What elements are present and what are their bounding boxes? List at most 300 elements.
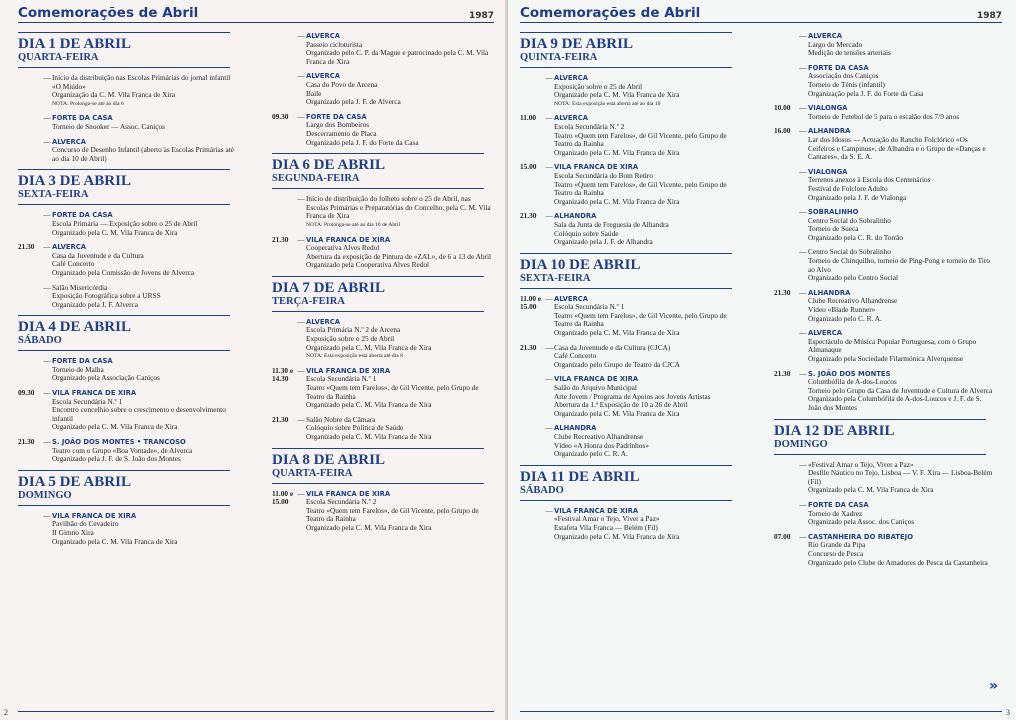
event-body <box>808 127 996 161</box>
event-entry <box>272 367 494 410</box>
event-entry <box>774 289 996 323</box>
event-line: Escola Primária N.º 2 de Arcena <box>306 325 401 335</box>
event-entry <box>272 318 494 361</box>
event-time <box>18 74 42 108</box>
event-entry <box>774 533 996 567</box>
day-title: DIA 9 DE ABRIL <box>520 36 633 52</box>
event-line: Torneio de Xadrez <box>808 508 863 518</box>
event-body <box>52 438 240 464</box>
event-dash: — <box>43 510 51 520</box>
event-time: 21.30 <box>18 437 35 447</box>
event-time: 11.00 e 15.00 <box>520 293 542 312</box>
event-time <box>18 211 42 237</box>
event-line: Organizado pela Assoc. dos Caniços <box>808 517 915 527</box>
event-place: FORTE DA CASA <box>808 63 869 72</box>
event-place: ALVERCA <box>306 32 341 40</box>
event-dash: — <box>297 111 305 121</box>
event-line: Organização da C. M. Vila Franca de Xira <box>52 90 176 100</box>
event-body <box>52 74 240 108</box>
event-dash: — <box>545 73 553 82</box>
event-time: 11.00 <box>520 113 537 123</box>
event-place: VILA FRANCA DE XIRA <box>306 366 391 375</box>
event-entry <box>272 490 494 533</box>
event-body <box>808 329 996 363</box>
event-time <box>774 208 798 242</box>
next-page-arrows-icon: » <box>988 678 998 694</box>
schedule-column <box>272 26 494 537</box>
event-line: Organizado pela C. M. Vila Franca de Xira <box>808 485 934 495</box>
event-line: Casa da Juventude e da Cultura <box>52 250 144 260</box>
day-top-rule <box>520 253 732 254</box>
event-body <box>808 289 996 323</box>
event-entry <box>520 114 742 157</box>
event-body <box>52 211 240 237</box>
event-line: Organizado pela C. M. Vila Franca de Xira <box>52 422 178 432</box>
event-line: Baile <box>306 88 322 98</box>
event-dash: — <box>799 31 807 40</box>
event-line: Largo do Mercado <box>808 39 863 49</box>
event-line: Exposição Fotográfica sobre a URSS <box>52 291 161 301</box>
event-body <box>808 461 996 495</box>
day-section <box>18 169 240 309</box>
event-dash: — <box>43 437 51 447</box>
event-entry <box>774 248 996 282</box>
event-line: Sala da Junta de Freguesia de Alhandra <box>554 219 669 229</box>
event-entry <box>774 168 996 202</box>
event-line: Salão do Arquivo Municipal <box>554 383 637 393</box>
day-section <box>520 465 742 541</box>
event-dash: — <box>545 211 553 221</box>
event-entry <box>520 375 742 418</box>
event-body <box>52 512 240 546</box>
day-section <box>272 32 494 147</box>
event-line: Cooperativa Alves Redol <box>306 243 380 253</box>
page-number: 3 <box>1006 708 1010 717</box>
event-dash: — <box>799 247 807 257</box>
event-entry <box>774 32 996 58</box>
event-line: Organização pela J. F. do Forte da Casa <box>808 88 924 98</box>
event-place: VILA FRANCA DE XIRA <box>554 506 639 515</box>
event-place: ALHANDRA <box>808 288 851 297</box>
event-line: Organizado pela C. M. Vila Franca de Xira <box>554 328 680 338</box>
event-line: Organizado pela J. F. de Alverca <box>306 97 401 107</box>
event-body <box>306 113 494 147</box>
day-weekday: QUARTA-FEIRA <box>18 52 230 68</box>
right-page <box>508 0 1016 720</box>
event-line: Exposição sobre o 25 de Abril <box>306 334 395 344</box>
event-body <box>306 32 494 66</box>
event-body <box>52 138 240 164</box>
day-section <box>18 470 240 546</box>
event-place: S. JOÃO DOS MONTES • TRANCOSO <box>52 438 186 447</box>
event-entry <box>774 208 996 242</box>
event-line: Teatro «Quem tem Farelos», de Gil Vicente, pelo Grupo de Teatro da Rainha <box>554 310 727 329</box>
event-line: Organizado pela C. M. Vila Franca de Xira <box>52 536 178 546</box>
event-dash: — <box>799 531 807 541</box>
event-time <box>774 248 798 282</box>
event-line: Associação dos Caniços <box>808 71 879 81</box>
event-place: VILA FRANCA DE XIRA <box>52 389 137 398</box>
event-line: Teatro «Quem tem Farelos», de Gil Vicente, pelo Grupo de Teatro da Rainha <box>306 505 479 524</box>
day-weekday: DOMINGO <box>774 439 986 455</box>
event-line: Teatro «Quem tem Farelos», de Gil Vicente, pelo Grupo de Teatro da Rainha <box>306 383 479 401</box>
event-dash: — <box>799 126 807 136</box>
event-line: Organizado pelo Clube de Amadores de Pesca da Castanheira <box>808 557 988 567</box>
event-dash: — <box>297 365 305 375</box>
day-section <box>272 153 494 270</box>
event-dash: — <box>799 499 807 509</box>
event-time: 09.30 <box>18 388 35 398</box>
event-body <box>554 114 742 157</box>
event-time: 09.30 <box>272 111 289 121</box>
day-weekday: DOMINGO <box>18 490 230 506</box>
event-line: Abertura da exposição de Pintura de «ZAL», de 6 a 13 de Abril <box>306 251 492 261</box>
event-line: Clube Recreativo Alhandrense <box>808 296 898 306</box>
event-place: ALVERCA <box>554 294 589 303</box>
day-section <box>18 32 240 163</box>
event-line: Organizado pela Cooperativa Alves Redol <box>306 260 430 270</box>
event-line: Organizado pela Associação Caniços <box>52 373 160 383</box>
event-line: Organizado pela C. M. Vila Franca de Xira <box>554 408 680 418</box>
day-top-rule <box>272 448 484 449</box>
event-dash: — <box>799 207 807 217</box>
schedule-column <box>520 26 742 545</box>
event-line: Teatro com o Grupo «Boa Vontade», de Alverca <box>52 445 193 455</box>
page-header-title: Comemorações de Abril <box>18 5 199 21</box>
event-line: Medição de tensões arteriais <box>808 48 891 58</box>
day-top-rule <box>18 315 230 316</box>
event-place: ALVERCA <box>554 114 589 123</box>
page-header <box>18 4 494 23</box>
page-header <box>520 4 1002 23</box>
day-title: DIA 6 DE ABRIL <box>272 157 385 174</box>
event-dash: — <box>43 136 51 146</box>
event-line: Organizado pela C. M. Vila Franca de Xira <box>554 147 680 157</box>
event-note: NOTA: Prolonga-se até ao dia 6 <box>52 100 124 107</box>
event-line: Organizado pela Comissão de Jovens de Alverca <box>52 267 195 277</box>
day-section <box>520 32 742 247</box>
event-dash: — <box>545 342 553 352</box>
event-line: Torneio de Futebol de 5 para o escalão dos 7/9 anos <box>808 111 960 121</box>
day-title: DIA 11 DE ABRIL <box>520 468 640 485</box>
event-line: Largo dos Bombeiros <box>306 120 370 130</box>
event-line: Organizado pelo Centro Social <box>808 273 899 283</box>
day-section <box>520 253 742 459</box>
event-line: Columbófila de A-dos-Loucos <box>808 377 897 387</box>
event-dash: — <box>297 31 305 40</box>
event-line: Arte Jovem / Programa de Apoios aos Jovens Artistas <box>554 391 711 401</box>
event-line: Organizado pela C. M. Vila Franca de Xira <box>554 531 680 541</box>
event-place: ALVERCA <box>808 32 843 40</box>
event-dash: — <box>43 73 51 82</box>
event-line: Clube Recreativo Alhandrense <box>554 432 644 441</box>
event-line: Organizado pela C. M. Vila Franca de Xira <box>554 90 680 100</box>
event-dash: — <box>43 113 51 123</box>
event-body <box>554 375 742 418</box>
event-line: Abertura da 1.ª Exposição de 10 a 26 de Abril <box>554 400 688 410</box>
event-entry <box>774 329 996 363</box>
event-body <box>554 212 742 246</box>
event-dash: — <box>297 71 305 81</box>
event-time <box>18 114 42 131</box>
event-place: SOBRALINHO <box>808 208 859 217</box>
event-body <box>554 163 742 206</box>
event-body <box>306 416 494 442</box>
event-entry <box>18 211 240 237</box>
event-dash: — <box>545 423 553 433</box>
day-section <box>774 419 996 568</box>
event-entry <box>18 138 240 164</box>
event-line: Início da distribuição nas Escolas Primárias do jornal infantil «O Miúdo» <box>52 73 231 91</box>
event-line: Torneio de Malha <box>52 364 104 374</box>
event-dash: — <box>43 210 51 220</box>
event-time: 21.30 <box>18 242 35 252</box>
event-time <box>520 507 544 541</box>
event-line: Organizado pela C. M. Vila Franca de Xira <box>554 196 680 206</box>
event-entry <box>520 163 742 206</box>
event-line: Escola Secundária do Bom Retiro <box>554 170 653 180</box>
event-line: Torneio de Snooker — Assoc. Caniços <box>52 121 165 131</box>
event-dash: — <box>545 505 553 515</box>
event-line: Escola Secundária N.º 1 <box>306 374 377 384</box>
event-entry <box>18 114 240 131</box>
event-body <box>554 74 742 108</box>
event-entry <box>774 127 996 161</box>
event-line: Casa do Povo de Arcena <box>306 79 378 89</box>
event-body <box>554 295 742 338</box>
event-time <box>18 357 42 383</box>
event-line: Casa da Juventude e da Cultura (CJCA) <box>554 342 671 352</box>
event-body <box>306 72 494 106</box>
event-time <box>774 501 798 527</box>
event-entry <box>774 501 996 527</box>
event-body <box>554 507 742 541</box>
event-note: NOTA: Esta exposição está aberta até dia 8 <box>306 353 403 360</box>
event-dash: — <box>545 374 553 384</box>
event-dash: — <box>297 194 305 204</box>
event-body <box>306 367 494 410</box>
event-line: Organizado pela J. F. do Forte da Casa <box>306 137 419 147</box>
event-time <box>774 461 798 495</box>
event-line: Salão Misericórdia <box>52 282 108 292</box>
event-time: 21.30 <box>520 342 537 352</box>
event-place: FORTE DA CASA <box>52 211 113 220</box>
event-dash: — <box>297 234 305 244</box>
event-body <box>306 236 494 270</box>
event-entry <box>774 370 996 413</box>
day-weekday: SEXTA-FEIRA <box>18 189 230 205</box>
day-weekday: SEGUNDA-FEIRA <box>272 173 484 189</box>
event-body <box>808 64 996 98</box>
event-entry <box>18 74 240 108</box>
event-body <box>52 284 240 310</box>
event-entry <box>520 344 742 370</box>
event-place: ALVERCA <box>306 317 341 326</box>
event-line: Organizado pela J. F. de S. João dos Montes <box>52 454 181 464</box>
event-line: Café Concerto <box>554 351 597 361</box>
event-body <box>554 344 742 370</box>
event-time: 15.00 <box>520 162 537 172</box>
event-line: Organizado pelo C. R. A. <box>554 449 628 459</box>
event-time <box>272 195 296 229</box>
day-title: DIA 7 DE ABRIL <box>272 279 385 296</box>
day-title: DIA 5 DE ABRIL <box>18 473 131 490</box>
event-time <box>774 64 798 98</box>
footer-rule <box>18 711 494 712</box>
event-time <box>18 512 42 546</box>
event-line: Salão Nobre da Câmara <box>306 414 376 424</box>
day-top-rule <box>520 465 732 466</box>
event-line: II Gimno Xira <box>52 528 94 537</box>
event-place: ALHANDRA <box>554 212 597 221</box>
day-top-rule <box>18 32 230 33</box>
event-body <box>52 389 240 432</box>
event-line: Escola Secundária N.º 1 <box>554 302 625 312</box>
event-place: FORTE DA CASA <box>306 112 367 121</box>
event-line: Organizado pela J. F. de Alhandra <box>554 237 653 247</box>
event-body <box>808 104 996 121</box>
event-note: NOTA: Prolonga-se até ao dia 10 de Abril <box>306 221 401 228</box>
day-weekday: SEXTA-FEIRA <box>520 273 732 289</box>
event-line: Escola Secundária N.º 2 <box>554 121 625 131</box>
event-time: 21.30 <box>774 287 791 297</box>
event-time <box>272 32 296 66</box>
event-dash: — <box>297 316 305 326</box>
event-place: VILA FRANCA DE XIRA <box>52 511 137 520</box>
event-place: CASTANHEIRA DO RIBATEJO <box>808 532 913 541</box>
event-line: Início de distribuição do folheto sobre o 25 de Abril, nas Escolas Primárias e Preparatórias do Concelho, pela C. M. Vila Franca de Xira <box>306 194 491 221</box>
event-time <box>774 329 798 363</box>
event-time: 16.00 <box>774 126 791 136</box>
event-time <box>272 72 296 106</box>
event-time: 21.30 <box>272 234 289 244</box>
event-body <box>52 357 240 383</box>
event-line: Teatro «Quem tem Farelos», de Gil Vicente, pelo Grupo de Teatro da Rainha <box>554 130 727 149</box>
day-weekday: QUARTA-FEIRA <box>272 468 484 484</box>
event-line: «Festival Amar o Tejo, Viver a Paz» <box>808 459 914 469</box>
day-title: DIA 10 DE ABRIL <box>520 256 641 273</box>
event-line: Organizado pela C. M. Vila Franca de Xira <box>306 342 432 352</box>
event-dash: — <box>799 103 807 113</box>
event-dash: — <box>43 242 51 252</box>
event-dash: — <box>799 368 807 378</box>
event-line: Torneio de Sueca <box>808 224 859 234</box>
event-time <box>18 284 42 310</box>
event-entry <box>18 357 240 383</box>
event-body <box>808 501 996 527</box>
event-line: Organizado pela C. M. Vila Franca de Xira <box>52 227 178 237</box>
event-line: Concurso de Pesca <box>808 548 864 558</box>
event-place: ALVERCA <box>306 72 341 81</box>
event-time <box>520 375 544 418</box>
event-entry <box>520 74 742 108</box>
event-place: ALHANDRA <box>554 424 597 433</box>
page-number: 2 <box>4 708 8 717</box>
event-place: VILA FRANCA DE XIRA <box>306 235 391 244</box>
event-line: Organizado pelo C. P. da Mague e patrocinado pela C. M. Vila Franca de Xira <box>306 48 489 66</box>
day-top-rule <box>272 153 484 154</box>
event-line: Torneio de Ténis (infantil) <box>808 79 885 89</box>
event-line: Pavilhão do Cevadeiro <box>52 519 119 529</box>
event-time <box>272 318 296 361</box>
event-dash: — <box>799 328 807 338</box>
event-place: VILA FRANCA DE XIRA <box>554 375 639 384</box>
event-line: Desfile Náutico no Tejo. Lisboa — V. F. Xira — Lisboa-Belém (Fil) <box>808 468 993 486</box>
event-body <box>52 114 240 131</box>
event-time: 11.00 e 15.00 <box>272 488 294 507</box>
event-line: Vídeo «A Honra dos Padrinhos» <box>554 440 649 450</box>
event-line: Terrenos anexos à Escola dos Centenários <box>808 175 931 185</box>
event-body <box>808 208 996 242</box>
event-place: ALVERCA <box>808 329 843 338</box>
event-entry <box>18 284 240 310</box>
event-place: ALVERCA <box>52 243 87 252</box>
event-line: Centro Social do Sobralinho <box>808 247 891 257</box>
event-dash: — <box>545 162 553 172</box>
event-line: Festival de Folclore Adulto <box>808 183 888 193</box>
day-weekday: TERÇA-FEIRA <box>272 296 484 312</box>
event-line: Organizado pela C. M. Vila Franca de Xira <box>306 432 432 441</box>
event-time: 21.30 <box>774 368 791 378</box>
event-entry <box>520 424 742 458</box>
event-line: Teatro «Quem tem Farelos», de Gil Vicente, pelo Grupo de Teatro da Rainha <box>554 179 727 198</box>
event-line: Espectáculo de Música Popular Portuguesa, com o Grupo Almanaque <box>808 336 977 355</box>
day-title: DIA 4 DE ABRIL <box>18 319 131 336</box>
event-place: FORTE DA CASA <box>808 500 869 509</box>
event-line: Passeio cicloturista <box>306 39 363 49</box>
day-title: DIA 8 DE ABRIL <box>272 451 385 468</box>
event-entry <box>18 389 240 432</box>
event-dash: — <box>545 113 553 123</box>
event-place: VILA FRANCA DE XIRA <box>306 489 391 498</box>
event-line: Organizado pela C. M. Vila Franca de Xira <box>306 522 432 532</box>
event-line: Exposição sobre o 25 de Abril <box>554 81 643 91</box>
event-line: Organizado pela Sociedade Filarmónica Alverquense <box>808 354 964 363</box>
day-top-rule <box>520 32 732 33</box>
event-time <box>774 168 798 202</box>
event-line: Escola Primária — Exposição sobre o 25 de Abril <box>52 218 198 228</box>
day-section <box>272 276 494 442</box>
event-line: Rio Grande da Pipa <box>808 540 866 550</box>
event-place: FORTE DA CASA <box>52 357 113 366</box>
event-line: Encontro concelhio sobre o crescimento e desenvolvimento infantil <box>52 405 226 423</box>
event-time: 21.30 <box>272 414 289 424</box>
day-weekday: SÁBADO <box>520 485 732 501</box>
event-place: FORTE DA CASA <box>52 114 113 123</box>
event-line: Organizado pela Columbófila de A-dos-Loucos e J. F. de S. João dos Montes <box>808 394 982 412</box>
day-section <box>18 315 240 464</box>
event-dash: — <box>297 488 305 498</box>
event-line: Café Concerto <box>52 259 95 269</box>
event-line: «Festival Amar o Tejo, Viver a Paz» <box>554 514 660 524</box>
day-title: DIA 3 DE ABRIL <box>18 173 131 190</box>
event-entry <box>18 243 240 277</box>
event-body <box>52 243 240 277</box>
event-body <box>808 370 996 413</box>
event-time <box>520 424 544 458</box>
event-place: ALHANDRA <box>808 127 851 136</box>
event-line: Organizado pela C. R. do Torrão <box>808 232 904 242</box>
event-body <box>306 318 494 361</box>
event-entry <box>272 236 494 270</box>
event-line: Torneio de Chinquilho, torneio de Ping-Pong e torneio de Tiro ao Alvo <box>808 256 990 274</box>
event-time: 21.30 <box>520 211 537 221</box>
event-time <box>520 74 544 108</box>
day-top-rule <box>18 169 230 170</box>
event-dash: — <box>799 459 807 469</box>
day-title: DIA 12 DE ABRIL <box>774 422 895 439</box>
event-time: 11.30 e 14.30 <box>272 365 294 384</box>
